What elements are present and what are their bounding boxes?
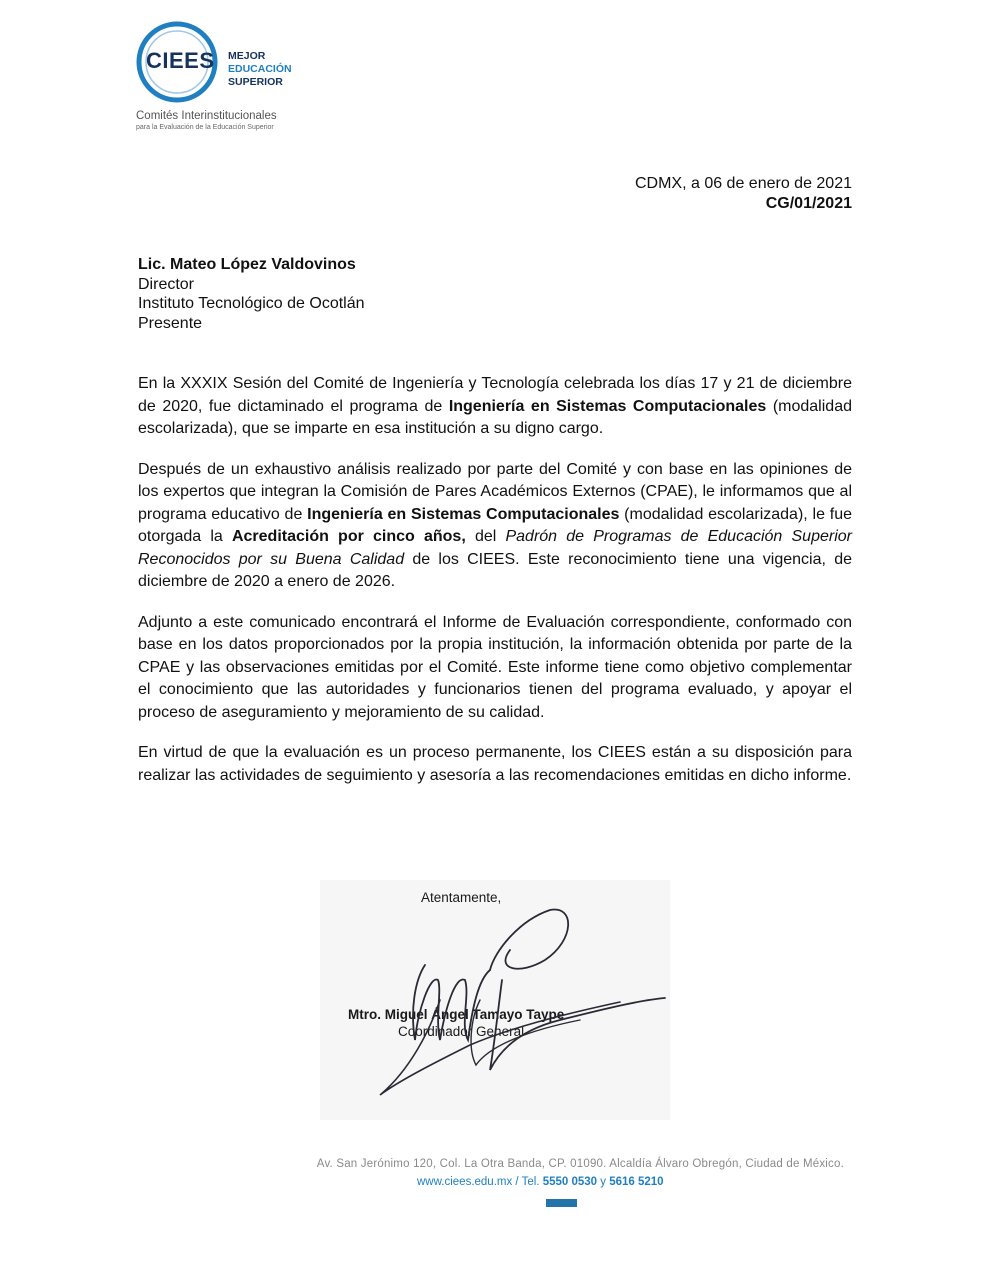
letter-reference: CG/01/2021 — [765, 195, 852, 212]
addressee-title: Director — [138, 275, 195, 293]
footer — [0, 1158, 844, 1188]
closing: Atentamente, — [421, 890, 502, 905]
letter-date: CDMX, a 06 de enero de 2021 — [634, 175, 852, 192]
footer-address: Av. San Jerónimo 120, Col. La Otra Banda, CP. 01090. Alcaldía Álvaro Obregón, Ciudad de México. — [316, 1158, 844, 1170]
addressee-name: Lic. Mateo López Valdovinos — [138, 256, 356, 273]
addressee-institution: Instituto Tecnológico de Ocotlán — [138, 295, 365, 312]
program-name: Ingeniería en Sistemas Computacionales — [307, 505, 620, 523]
addressee-block — [138, 255, 365, 333]
registry-name: Padrón de Programas de Educación Superior Reconocidos por su Buena Calidad — [138, 528, 852, 568]
footer-phone-1: 5550 0530 — [542, 1176, 598, 1188]
ciees-logo — [132, 18, 312, 138]
footer-phone-2: 5616 5210 — [609, 1176, 664, 1188]
text-run: (modalidad escolarizada), le fue otorgada la — [138, 505, 852, 545]
footer-accent-bar — [546, 1199, 577, 1207]
signature-area — [320, 880, 670, 1120]
signatory-role: Coordinador General — [398, 1024, 525, 1039]
footer-web-link[interactable]: www.ciees.edu.mx / Tel. — [417, 1176, 543, 1188]
program-name: Ingeniería en Sistemas Computacionales — [448, 397, 767, 415]
addressee-salutation: Presente — [138, 314, 203, 332]
logo-fullname: Comités Interinstitucionales — [136, 110, 277, 122]
logo-tagline-line: EDUCACIÓN — [228, 63, 292, 75]
handwritten-signature-icon — [320, 880, 670, 1120]
logo-acronym: CIEES — [146, 48, 215, 73]
text-run: y — [597, 1176, 610, 1188]
paragraph-3: Adjunto a este comunicado encontrará el Informe de Evaluación correspondiente, conformado con base en los datos proporcionados por la propia institución, la información obtenida por parte de la CPAE y las observaciones emitidas por el Comité. Este informe tiene como objetivo complementar el conocimiento que las autoridades y funcionarios tienen del programa evaluado, y apoyar el proceso de aseguramiento y mejoramiento de su calidad. — [138, 613, 852, 721]
text-run: de los CIEES. Este reconocimiento tiene una vigencia, de diciembre de 2020 a enero de 2026. — [138, 550, 852, 590]
signatory-name: Mtro. Miguel Ángel Tamayo Taype — [348, 1007, 565, 1022]
date-reference-block — [635, 174, 852, 214]
letter-body — [138, 373, 852, 805]
text-run: Después de un exhaustivo análisis realizado por parte del Comité y con base en las opiniones de los expertos que integran la Comisión de Pares Académicos Externos (CPAE), le informamos que al programa educativo de — [138, 460, 852, 523]
footer-contact — [417, 1176, 664, 1188]
paragraph-4: En virtud de que la evaluación es un proceso permanente, los CIEES están a su disposición para realizar las actividades de seguimiento y asesoría a las recomendaciones emitidas en dicho informe. — [138, 744, 852, 784]
text-run: del — [465, 528, 506, 545]
logo-tagline-line: SUPERIOR — [228, 76, 283, 88]
logo-tagline — [228, 50, 292, 89]
logo-subtitle: para la Evaluación de la Educación Superior — [136, 124, 274, 131]
text-run: (modalidad escolarizada), que se imparte en esa institución a su digno cargo. — [138, 397, 852, 437]
paragraph-1 — [138, 373, 852, 441]
text-run: En la XXXIX Sesión del Comité de Ingeniería y Tecnología celebrada los días 17 y 21 de diciembre de 2020, fue dictaminado el programa de — [138, 375, 852, 415]
accreditation-term: Acreditación por cinco años, — [231, 528, 466, 545]
logo-tagline-line: MEJOR — [228, 50, 266, 62]
paragraph-2 — [138, 459, 852, 594]
